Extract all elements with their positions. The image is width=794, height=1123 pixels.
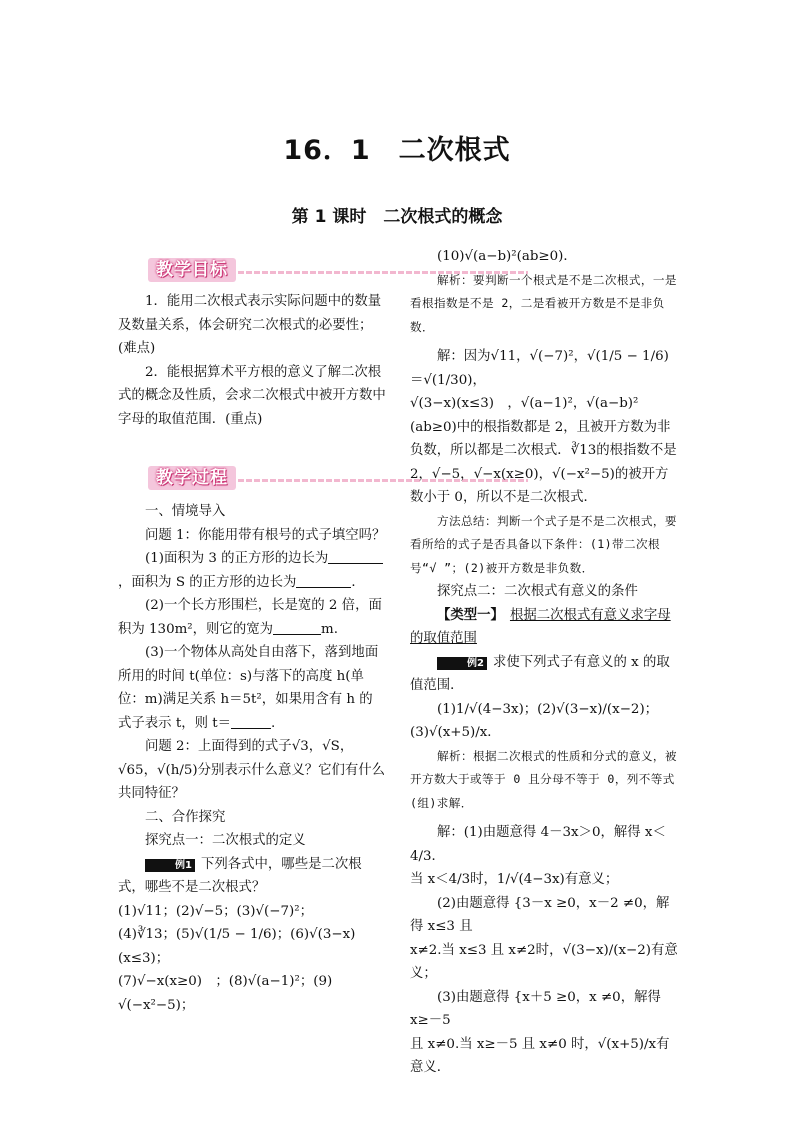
question-2: [118, 735, 386, 806]
question-1b: [118, 594, 386, 641]
solution-2-line-6: 且 x≠0.当 x≥－5 且 x≠0 时，√(x+5)/x有意义．: [410, 1036, 670, 1075]
question-2-text-2: 分别表示什么意义？它们有什么共同特征？: [118, 762, 386, 801]
solution-1-line-3: (ab≥0)中的根指数都是 2，且被开方数为非负数，所以都是二次根式．∛13的根指数不是 2，√−5，√−x(x≥0)，√(−x²−5)的被开方数小于 0，所以不是二次根式．: [410, 419, 677, 505]
answer-blank: [296, 573, 351, 588]
solution-2-line-3: (2)由题意得 {3－x ≥0，x－2 ≠0，解得 x≤3 且: [410, 895, 670, 934]
right-column: [410, 245, 678, 1080]
example-1-text: 下列各式中，哪些是二次根式，哪些不是二次根式？: [118, 856, 362, 895]
solution-2-line-4: x≠2.当 x≤3 且 x≠2时，√(3−x)/(x−2)有意义；: [410, 942, 678, 981]
example-1-line-1: (1)√11；(2)√−5；(3)√(−7)²；: [118, 903, 314, 919]
question-2-expressions: √3，√S，√65，√(h/5): [118, 739, 354, 778]
answer-blank: [273, 620, 321, 635]
analysis-1: 解析：要判断一个根式是不是二次根式，一是看根指数是不是 2，二是看被开方数是不是非负数．: [410, 272, 677, 334]
section-heading-2: 二、合作探究: [145, 809, 226, 825]
question-1c-text: (3)一个物体从高处自由落下，落到地面所用的时间 t(单位：s)与落下的高度 h(单位：m)满足关系 h＝5t²，如果用含有 h 的式子表示 t，则 t＝: [118, 645, 379, 731]
solution-2-line-1: 解：(1)由题意得 4－3x＞0，解得 x＜4/3．: [410, 825, 666, 864]
example-1: [118, 853, 386, 900]
example-2-badge: 例2: [437, 657, 487, 670]
solution-1-line-1: 解：因为√11，√(−7)²，√(1/5 − 1/6)＝√(1/30)，: [410, 349, 669, 388]
example-2-expressions: (1)1/√(4−3x)；(2)√(3−x)/(x−2)；(3)√(x+5)/x．: [410, 701, 659, 740]
example-1-badge: 例1: [145, 859, 195, 872]
page-title: 16．1 二次根式: [283, 135, 511, 166]
goal-1: 1．能用二次根式表示实际问题中的数量及数量关系，体会研究二次根式的必要性；(难点): [118, 294, 382, 356]
explore-point-2: 探究点二：二次根式有意义的条件: [437, 584, 638, 599]
example-1-line-3: (7)√−x(x≥0) ；(8)√(a−1)²；(9): [118, 974, 333, 989]
solution-2-line-5: (3)由题意得 {x＋5 ≥0，x ≠0，解得 x≥－5: [410, 989, 661, 1028]
question-1c-end: .: [271, 715, 276, 731]
process-left-column: [118, 500, 386, 1017]
analysis-2: 解析：根据二次根式的性质和分式的意义，被开方数大于或等于 0 且分母不等于 0，列不等式(组)求解．: [410, 748, 677, 810]
example-1-line-5: (10)√(a−b)²(ab≥0)．: [437, 249, 577, 264]
goals-text: [118, 290, 386, 431]
section-heading-1: 一、情境导入: [145, 504, 226, 519]
example-2-text: 求使下列式子有意义的 x 的取值范围．: [410, 654, 670, 693]
method-summary: 方法总结：判断一个式子是不是二次根式，要看所给的式子是否具备以下条件：(1)带二次根号“√ ”；(2)被开方数是非负数．: [410, 513, 677, 575]
explore-point-1: 探究点一：二次根式的定义: [145, 833, 306, 848]
example-1-line-2: (4)∛13；(5)√(1/5 − 1/6)；(6)√(3−x)(x≤3)；: [118, 927, 356, 966]
solution-2-line-2: 当 x＜4/3时，1/√(4−3x)有意义；: [410, 872, 619, 887]
answer-blank: [328, 549, 383, 564]
example-1-line-4: √(−x²−5)；: [118, 997, 195, 1013]
question-1a: (1)面积为 3 的正方形的边长为，面积为 S 的正方形的边长为 ．: [118, 547, 386, 594]
solution-1-line-2: √(3−x)(x≤3) ，√(a−1)²，√(a−b)²: [410, 396, 639, 411]
example-2: [410, 651, 678, 698]
goal-2: 2．能根据算术平方根的意义了解二次根式的概念及性质，会求二次根式中被开方数中字母的取值范围．(重点): [118, 364, 386, 427]
question-1a-text-2: ，面积为 S 的正方形的边长为: [118, 574, 297, 590]
lesson-subtitle: 第 1 课时 二次根式的概念: [291, 207, 503, 227]
question-1b-text: (2)一个长方形围栏，长是宽的 2 倍，面积为 130m²，则它的宽为: [118, 598, 382, 637]
question-1: 问题 1：你能用带有根号的式子填空吗？: [145, 527, 386, 543]
process-banner: [118, 464, 398, 494]
goals-banner: [118, 256, 398, 286]
question-1c: [118, 641, 386, 735]
type-1-heading: [410, 604, 678, 651]
type-1-bracket: 【类型一】: [437, 606, 504, 623]
question-1b-unit: m.: [321, 621, 338, 637]
goals-banner-label: 教学目标: [148, 258, 236, 282]
question-1a-text: (1)面积为 3 的正方形的边长为: [145, 551, 329, 566]
question-2-text: 问题 2：上面得到的式子: [145, 739, 292, 754]
answer-blank: [231, 714, 271, 729]
process-banner-label: 教学过程: [148, 466, 236, 490]
type-1-title: 根据二次根式有意义求字母的取值范围: [410, 607, 671, 646]
